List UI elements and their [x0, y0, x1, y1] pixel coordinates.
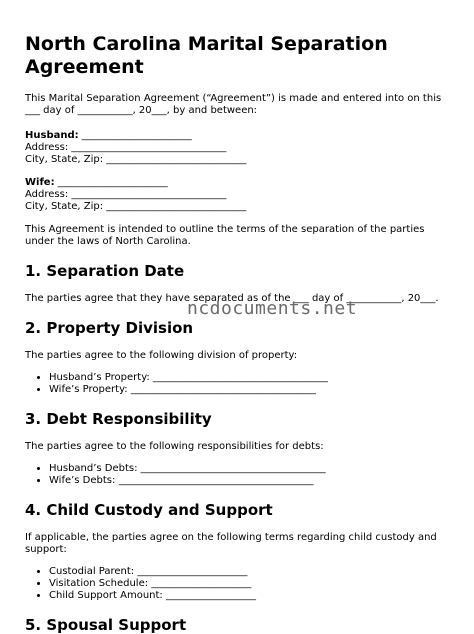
- wife-block: [25, 177, 455, 213]
- section-text: The parties agree that they have separated as of the ___ day of ___________, 20___.: [25, 293, 439, 304]
- list-item: • Visitation Schedule: ____________________: [49, 578, 455, 590]
- list-item: • Husband’s Debts: _____________________________________: [49, 463, 455, 475]
- list-item: • Husband’s Property: ___________________________________: [49, 372, 455, 384]
- wife-address-line: Address: _______________________________: [25, 189, 227, 200]
- purpose-paragraph: This Agreement is intended to outline the terms of the separation of the parties under the laws of North Carolina.: [25, 224, 425, 247]
- husband-address-line: Address: _______________________________: [25, 142, 227, 153]
- wife-label: Wife:: [25, 177, 55, 188]
- section-heading: 2. Property Division: [25, 319, 194, 337]
- section-property-division: [25, 319, 455, 396]
- custody-list: [25, 566, 455, 602]
- intro-paragraph: This Marital Separation Agreement (“Agreement”) is made and entered into on this ___ day of ___________, 20___, by and between:: [25, 93, 442, 116]
- husband-name-line: ______________________: [78, 130, 192, 141]
- section-heading: 5. Spousal Support: [25, 616, 187, 634]
- wife-city-line: City, State, Zip: ____________________________: [25, 201, 247, 212]
- list-item: • Custodial Parent: ______________________: [49, 566, 455, 578]
- section-heading: 1. Separation Date: [25, 262, 185, 280]
- watermark: ncdocuments.net: [187, 298, 358, 319]
- section-heading: 3. Debt Responsibility: [25, 410, 212, 428]
- husband-label: Husband:: [25, 130, 79, 141]
- section-spousal-support: [25, 616, 455, 634]
- list-item: • Child Support Amount: __________________: [49, 590, 455, 602]
- section-heading: 4. Child Custody and Support: [25, 501, 273, 519]
- debt-list: [25, 463, 455, 487]
- section-debt-responsibility: [25, 410, 455, 487]
- property-list: [25, 372, 455, 396]
- wife-name-line: ______________________: [54, 177, 168, 188]
- section-text: The parties agree to the following division of property:: [25, 350, 298, 361]
- section-child-custody: [25, 501, 455, 602]
- list-item: • Wife’s Debts: _______________________________________: [49, 475, 455, 487]
- document-title: North Carolina Marital Separation Agreement: [25, 33, 388, 78]
- husband-city-line: City, State, Zip: ____________________________: [25, 154, 247, 165]
- document-page: [25, 33, 455, 634]
- section-text: If applicable, the parties agree on the following terms regarding child custody and support:: [25, 532, 437, 555]
- husband-block: [25, 130, 455, 166]
- list-item: • Wife’s Property: _____________________________________: [49, 384, 455, 396]
- section-text: The parties agree to the following responsibilities for debts:: [25, 441, 324, 452]
